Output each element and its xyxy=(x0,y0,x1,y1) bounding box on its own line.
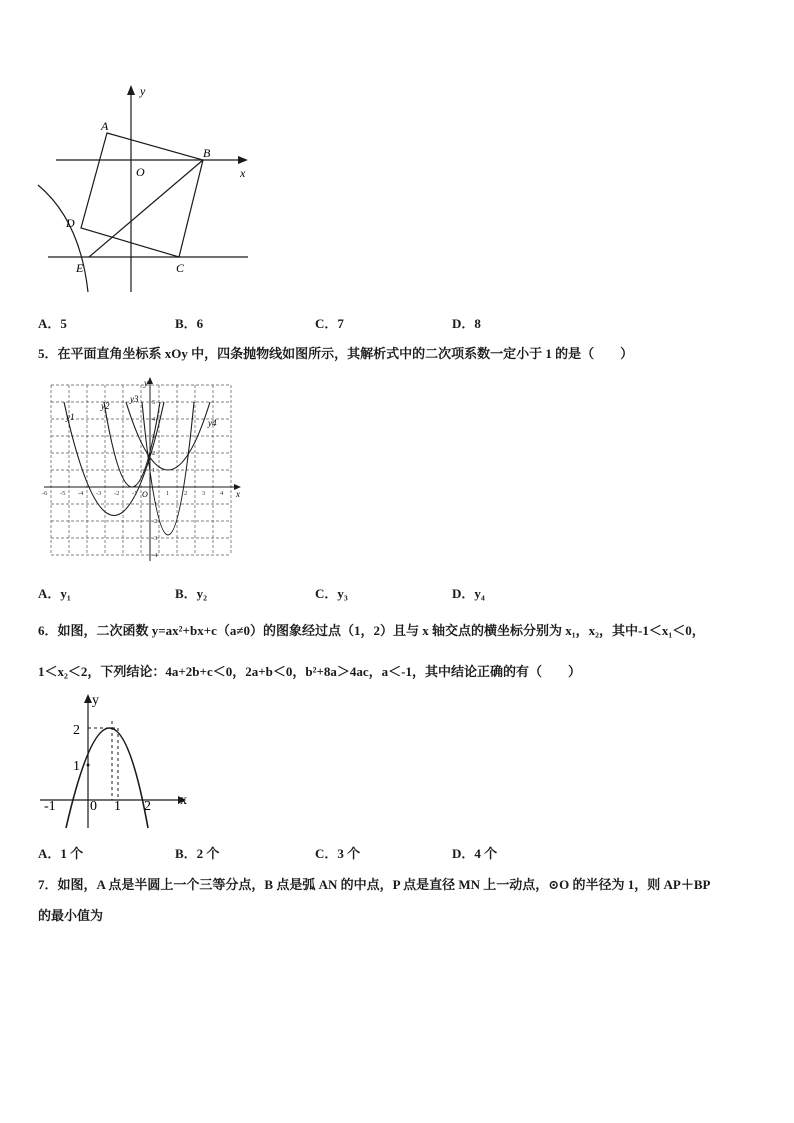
q5-figure xyxy=(38,376,248,566)
label-y4: y4 xyxy=(208,418,217,428)
option-d[interactable]: D．4 个 xyxy=(452,846,498,861)
x-tick: -4 xyxy=(78,490,84,497)
x-tick: 3 xyxy=(202,490,206,497)
y-tick: -4 xyxy=(152,552,158,559)
q7-stem-line2: 的最小值为 xyxy=(38,908,104,923)
option-a[interactable]: A．5 xyxy=(38,316,67,331)
option-d[interactable]: D．8 xyxy=(452,316,481,331)
y-tick: 2 xyxy=(152,450,156,457)
y-tick: -2 xyxy=(152,518,158,525)
label-y2: y2 xyxy=(101,401,110,411)
option-d[interactable]: D．y₄ xyxy=(452,586,485,601)
label-y3: y3 xyxy=(130,394,139,404)
q5-stem: 5．在平面直角坐标系 xOy 中，四条抛物线如图所示，其解析式中的二次项系数一定小于 1 的是（ ） xyxy=(38,346,634,361)
option-a[interactable]: A．1 个 xyxy=(38,846,84,861)
x-axis-label: x xyxy=(236,489,240,499)
y-tick: -1 xyxy=(152,501,158,508)
option-a[interactable]: A．y₁ xyxy=(38,586,71,601)
y-tick: 1 xyxy=(152,467,156,474)
y-tick: 5 xyxy=(152,399,156,406)
y-axis-label: y xyxy=(144,378,148,388)
option-b[interactable]: B．2 个 xyxy=(175,846,220,861)
x-axis-label: x xyxy=(240,166,246,180)
q6-figure xyxy=(38,690,193,830)
label-O: O xyxy=(136,165,145,179)
x-tick: 4 xyxy=(220,490,224,497)
y-axis-label: y xyxy=(140,84,146,98)
label-C: C xyxy=(176,261,185,275)
label-y1: y1 xyxy=(66,412,75,422)
y-tick: 3 xyxy=(152,433,156,440)
q7-stem-line1: 7．如图，A 点是半圆上一个三等分点，B 点是弧 AN 的中点，P 点是直径 MN 上一动点，⊙O 的半径为 1，则 AP＋BP xyxy=(38,877,711,892)
label-D: D xyxy=(66,216,75,230)
x-tick: 1 xyxy=(166,490,170,497)
x-tick-2: 2 xyxy=(144,799,151,814)
y-axis-label: y xyxy=(92,693,99,708)
option-c[interactable]: C．7 xyxy=(315,316,344,331)
y-tick-1: 1 xyxy=(73,759,80,774)
x-tick-1: 1 xyxy=(114,799,121,814)
x-tick: -6 xyxy=(42,490,48,497)
x-tick: 2 xyxy=(184,490,188,497)
label-B: B xyxy=(203,146,211,160)
x-tick-0: 0 xyxy=(90,799,97,814)
x-tick: -1 xyxy=(132,490,138,497)
x-tick: -5 xyxy=(60,490,66,497)
option-b[interactable]: B．y₂ xyxy=(175,586,208,601)
q6-stem-line1: 6．如图，二次函数 y=ax²+bx+c（a≠0）的图象经过点（1，2）且与 x 轴交点的横坐标分别为 x₁，x₂，其中-1＜x₁＜0， xyxy=(38,623,705,638)
option-b[interactable]: B．6 xyxy=(175,316,204,331)
option-c[interactable]: C．3 个 xyxy=(315,846,361,861)
x-tick: -3 xyxy=(96,490,102,497)
option-c[interactable]: C．y₃ xyxy=(315,586,348,601)
origin-label: O xyxy=(142,490,148,499)
label-A: A xyxy=(101,119,109,133)
y-tick: 4 xyxy=(152,416,156,423)
x-tick-m1: -1 xyxy=(44,799,56,814)
q6-stem-line2: 1＜x₂＜2，下列结论：4a+2b+c＜0，2a+b＜0，b²+8a＞4ac，a＜-1，其中结论正确的有（ ） xyxy=(38,664,581,679)
y-tick-2: 2 xyxy=(73,723,80,738)
y-tick: -3 xyxy=(152,535,158,542)
label-E: E xyxy=(76,261,84,275)
q4-figure xyxy=(30,80,260,300)
x-axis-label: x xyxy=(180,793,187,808)
x-tick: -2 xyxy=(114,490,120,497)
